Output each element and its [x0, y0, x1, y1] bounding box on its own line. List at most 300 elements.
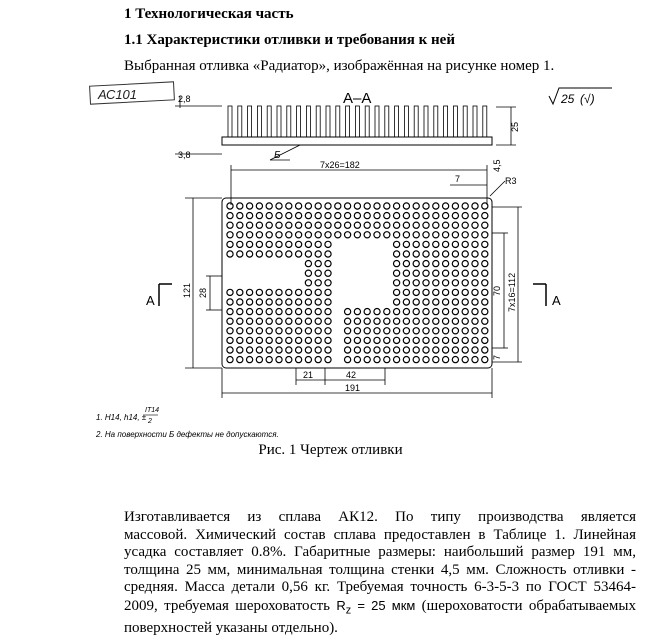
- hole: [276, 299, 282, 305]
- hole: [276, 213, 282, 219]
- hole: [403, 289, 409, 295]
- hole: [413, 270, 419, 276]
- hole: [354, 347, 360, 353]
- hole: [384, 309, 390, 315]
- hole: [462, 299, 468, 305]
- hole: [462, 213, 468, 219]
- hole: [227, 222, 233, 228]
- hole: [374, 232, 380, 238]
- hole: [305, 270, 311, 276]
- paragraph-line: поверхностей указаны отдельно).: [124, 619, 338, 636]
- hole: [403, 232, 409, 238]
- hole: [256, 299, 262, 305]
- hole: [472, 251, 478, 257]
- section-a-a-label: А–А: [343, 90, 372, 107]
- note-1-frac-top: IT14: [145, 407, 160, 414]
- hole: [394, 280, 400, 286]
- hole: [325, 241, 331, 247]
- fin: [257, 106, 261, 137]
- hole: [256, 232, 262, 238]
- fin: [238, 106, 242, 137]
- hole: [403, 347, 409, 353]
- hole: [443, 299, 449, 305]
- hole: [384, 222, 390, 228]
- hole: [286, 357, 292, 363]
- hole: [472, 309, 478, 315]
- hole: [247, 222, 253, 228]
- hole: [452, 357, 458, 363]
- hole: [237, 337, 243, 343]
- hole: [315, 203, 321, 209]
- hole: [286, 232, 292, 238]
- hole: [452, 337, 458, 343]
- hole: [472, 347, 478, 353]
- dim-base: 3,8: [178, 150, 191, 160]
- hole: [394, 337, 400, 343]
- hole: [315, 289, 321, 295]
- dim-right-7: 7: [492, 354, 502, 360]
- hole: [384, 347, 390, 353]
- hole: [452, 241, 458, 247]
- dim-42: 42: [346, 370, 357, 380]
- hole: [452, 251, 458, 257]
- hole: [482, 299, 488, 305]
- hole: [443, 203, 449, 209]
- hole: [413, 251, 419, 257]
- fin: [424, 106, 428, 137]
- hole: [315, 309, 321, 315]
- hole: [227, 299, 233, 305]
- hole: [237, 357, 243, 363]
- hole: [433, 270, 439, 276]
- hole: [325, 299, 331, 305]
- hole: [276, 337, 282, 343]
- body-paragraph: [124, 509, 636, 637]
- hole: [345, 222, 351, 228]
- rz-letter: R: [336, 597, 346, 613]
- hole: [364, 203, 370, 209]
- hole: [286, 251, 292, 257]
- stamp: [90, 82, 175, 104]
- hole: [403, 251, 409, 257]
- hole: [462, 241, 468, 247]
- hole: [482, 357, 488, 363]
- hole: [394, 203, 400, 209]
- hole: [394, 232, 400, 238]
- hole: [384, 213, 390, 219]
- hole: [276, 241, 282, 247]
- hole: [296, 337, 302, 343]
- dim-corner-7: 7: [455, 174, 461, 184]
- hole: [462, 309, 468, 315]
- fin: [444, 106, 448, 137]
- hole: [433, 251, 439, 257]
- hole: [335, 222, 341, 228]
- dim-fin-pitch: 7х26=182: [320, 160, 360, 170]
- hole: [276, 328, 282, 334]
- hole: [325, 289, 331, 295]
- hole: [374, 357, 380, 363]
- hole: [247, 328, 253, 334]
- left-dimensions: [182, 198, 222, 368]
- fin: [375, 106, 379, 137]
- hole: [482, 318, 488, 324]
- hole: [276, 318, 282, 324]
- fin: [453, 106, 457, 137]
- dim-height: 25: [510, 121, 520, 132]
- section-mark-right-text: А: [552, 293, 561, 308]
- hole: [325, 251, 331, 257]
- hole: [462, 318, 468, 324]
- hole: [452, 232, 458, 238]
- hole: [247, 309, 253, 315]
- hole: [403, 261, 409, 267]
- hole: [433, 203, 439, 209]
- hole: [325, 280, 331, 286]
- hole: [266, 357, 272, 363]
- hole: [296, 347, 302, 353]
- hole: [256, 337, 262, 343]
- hole: [423, 222, 429, 228]
- fin: [404, 106, 408, 137]
- fin: [267, 106, 271, 137]
- hole: [394, 299, 400, 305]
- hole: [433, 309, 439, 315]
- hole: [462, 328, 468, 334]
- hole: [452, 222, 458, 228]
- hole: [403, 241, 409, 247]
- hole: [247, 318, 253, 324]
- fin: [277, 106, 281, 137]
- hole: [266, 309, 272, 315]
- hole: [354, 203, 360, 209]
- hole: [237, 241, 243, 247]
- hole: [276, 222, 282, 228]
- hole: [394, 328, 400, 334]
- hole: [315, 241, 321, 247]
- hole: [266, 289, 272, 295]
- hole: [296, 203, 302, 209]
- hole: [413, 309, 419, 315]
- hole: [482, 203, 488, 209]
- hole: [443, 337, 449, 343]
- hole: [276, 309, 282, 315]
- hole: [286, 222, 292, 228]
- hole: [394, 213, 400, 219]
- hole: [384, 357, 390, 363]
- hole: [423, 328, 429, 334]
- hole: [394, 261, 400, 267]
- figure-caption: Рис. 1 Чертеж отливки: [258, 442, 403, 458]
- hole: [247, 347, 253, 353]
- hole: [482, 251, 488, 257]
- fin: [346, 106, 350, 137]
- hole: [403, 357, 409, 363]
- hole: [247, 289, 253, 295]
- hole: [354, 309, 360, 315]
- hole: [374, 309, 380, 315]
- hole: [403, 270, 409, 276]
- hole: [452, 203, 458, 209]
- hole: [433, 299, 439, 305]
- hole: [423, 232, 429, 238]
- hole: [394, 318, 400, 324]
- paragraph-line: [124, 597, 636, 620]
- fin: [326, 106, 330, 137]
- hole: [286, 347, 292, 353]
- hole: [462, 261, 468, 267]
- fin: [287, 106, 291, 137]
- hole: [462, 280, 468, 286]
- casting-drawing: [0, 78, 661, 470]
- hole: [305, 241, 311, 247]
- hole: [413, 357, 419, 363]
- hole: [296, 251, 302, 257]
- hole: [266, 232, 272, 238]
- hole: [315, 261, 321, 267]
- fin: [248, 106, 252, 137]
- hole: [276, 357, 282, 363]
- hole: [403, 222, 409, 228]
- hole: [482, 241, 488, 247]
- fin: [355, 106, 359, 137]
- hole: [247, 203, 253, 209]
- hole: [296, 357, 302, 363]
- paragraph-line: Изготавливается из сплава АК12. По типу производства является: [124, 509, 636, 525]
- fin: [228, 106, 232, 137]
- hole: [266, 203, 272, 209]
- note-1-frac-bottom: 2: [148, 418, 152, 425]
- dim-21: 21: [303, 370, 314, 380]
- hole: [315, 232, 321, 238]
- hole: [433, 328, 439, 334]
- hole: [296, 328, 302, 334]
- hole: [237, 222, 243, 228]
- hole: [325, 337, 331, 343]
- hole: [482, 309, 488, 315]
- hole: [227, 251, 233, 257]
- hole: [266, 222, 272, 228]
- hole: [345, 328, 351, 334]
- hole: [335, 232, 341, 238]
- hole: [266, 337, 272, 343]
- hole: [325, 261, 331, 267]
- hole: [315, 213, 321, 219]
- hole: [433, 261, 439, 267]
- hole: [247, 299, 253, 305]
- note-1: 1. Н14, h14, ±: [96, 413, 147, 422]
- hole: [227, 241, 233, 247]
- hole: [227, 318, 233, 324]
- hole: [482, 347, 488, 353]
- paragraph-line: массовой. Химический состав сплава предоставлен в Таблице 1. Линейная: [124, 526, 636, 543]
- hole: [423, 241, 429, 247]
- hole: [472, 261, 478, 267]
- hole: [452, 318, 458, 324]
- hole: [305, 280, 311, 286]
- hole: [345, 318, 351, 324]
- hole: [374, 337, 380, 343]
- hole: [256, 241, 262, 247]
- hole: [266, 213, 272, 219]
- hole: [472, 270, 478, 276]
- radius-label: R3: [505, 176, 517, 186]
- hole: [325, 309, 331, 315]
- hole: [305, 261, 311, 267]
- hole: [364, 347, 370, 353]
- hole: [237, 289, 243, 295]
- fin: [306, 106, 310, 137]
- hole: [462, 357, 468, 363]
- hole: [374, 318, 380, 324]
- hole: [345, 232, 351, 238]
- hole: [256, 203, 262, 209]
- surface-b-label: Б: [274, 150, 281, 161]
- hole: [256, 213, 262, 219]
- hole: [374, 213, 380, 219]
- hole: [472, 203, 478, 209]
- hole: [227, 309, 233, 315]
- hole: [315, 280, 321, 286]
- hole: [305, 222, 311, 228]
- hole: [266, 251, 272, 257]
- hole: [247, 232, 253, 238]
- hole: [413, 347, 419, 353]
- paragraph-line: средняя. Масса детали 0,56 кг. Требуемая точность 6-3-5-3 по ГОСТ 53464-: [124, 579, 636, 595]
- plan-view: [222, 198, 492, 368]
- hole: [423, 337, 429, 343]
- hole: [433, 213, 439, 219]
- hole: [482, 261, 488, 267]
- hole: [345, 213, 351, 219]
- fin: [414, 106, 418, 137]
- hole: [335, 213, 341, 219]
- hole: [247, 251, 253, 257]
- dim-inner-28: 28: [198, 287, 208, 298]
- hole: [364, 232, 370, 238]
- hole: [364, 318, 370, 324]
- dim-191: 191: [345, 383, 361, 393]
- hole: [384, 337, 390, 343]
- hole: [443, 270, 449, 276]
- hole: [364, 357, 370, 363]
- drawing-notes: [95, 407, 279, 439]
- hole: [433, 222, 439, 228]
- hole: [256, 309, 262, 315]
- hole: [403, 318, 409, 324]
- hole: [472, 222, 478, 228]
- hole: [384, 328, 390, 334]
- hole: [266, 318, 272, 324]
- hole: [472, 241, 478, 247]
- hole: [443, 328, 449, 334]
- hole: [462, 289, 468, 295]
- hole: [227, 289, 233, 295]
- hole: [462, 232, 468, 238]
- hole: [413, 241, 419, 247]
- hole: [325, 328, 331, 334]
- hole: [305, 213, 311, 219]
- hole: [237, 309, 243, 315]
- hole: [335, 203, 341, 209]
- roughness-value: 25: [561, 92, 575, 106]
- hole: [247, 337, 253, 343]
- hole: [364, 328, 370, 334]
- stamp-text: АС101: [98, 87, 138, 102]
- fin: [473, 106, 477, 137]
- hole: [286, 318, 292, 324]
- dim-top-thickness: 2,8: [178, 94, 191, 104]
- hole: [462, 251, 468, 257]
- hole: [413, 289, 419, 295]
- hole: [482, 328, 488, 334]
- fin: [483, 106, 487, 137]
- hole: [266, 241, 272, 247]
- hole: [296, 289, 302, 295]
- hole: [256, 289, 262, 295]
- hole: [315, 328, 321, 334]
- hole: [433, 347, 439, 353]
- hole: [227, 337, 233, 343]
- hole: [482, 337, 488, 343]
- hole: [237, 251, 243, 257]
- hole: [296, 222, 302, 228]
- hole: [482, 280, 488, 286]
- hole: [286, 337, 292, 343]
- hole: [315, 270, 321, 276]
- hole: [384, 318, 390, 324]
- hole: [443, 280, 449, 286]
- bottom-dimensions: [222, 368, 492, 398]
- hole: [276, 347, 282, 353]
- hole: [462, 347, 468, 353]
- hole: [345, 347, 351, 353]
- hole: [305, 232, 311, 238]
- hole: [374, 328, 380, 334]
- hole: [403, 328, 409, 334]
- hole: [315, 251, 321, 257]
- hole: [443, 232, 449, 238]
- hole: [472, 299, 478, 305]
- hole: [325, 213, 331, 219]
- hole: [354, 222, 360, 228]
- note-2: 2. На поверхности Б дефекты не допускаются.: [96, 430, 279, 439]
- hole: [413, 222, 419, 228]
- hole: [296, 232, 302, 238]
- hole: [423, 213, 429, 219]
- hole: [413, 337, 419, 343]
- paragraph-line: усадка составляет 0.8%. Габаритные размеры: наибольший размер 191 мм,: [124, 544, 636, 560]
- section-marker-right: [533, 284, 561, 308]
- section-mark-left-text: А: [146, 293, 155, 308]
- hole: [443, 347, 449, 353]
- rz-value: = 25 мкм: [351, 597, 416, 613]
- hole: [394, 251, 400, 257]
- hole: [413, 261, 419, 267]
- hole: [305, 289, 311, 295]
- fin: [336, 106, 340, 137]
- hole: [315, 318, 321, 324]
- hole: [325, 270, 331, 276]
- hole: [482, 213, 488, 219]
- hole: [227, 213, 233, 219]
- hole: [237, 203, 243, 209]
- fin: [316, 106, 320, 137]
- hole: [227, 232, 233, 238]
- hole: [403, 309, 409, 315]
- hole: [433, 241, 439, 247]
- rz-symbol: [336, 597, 352, 617]
